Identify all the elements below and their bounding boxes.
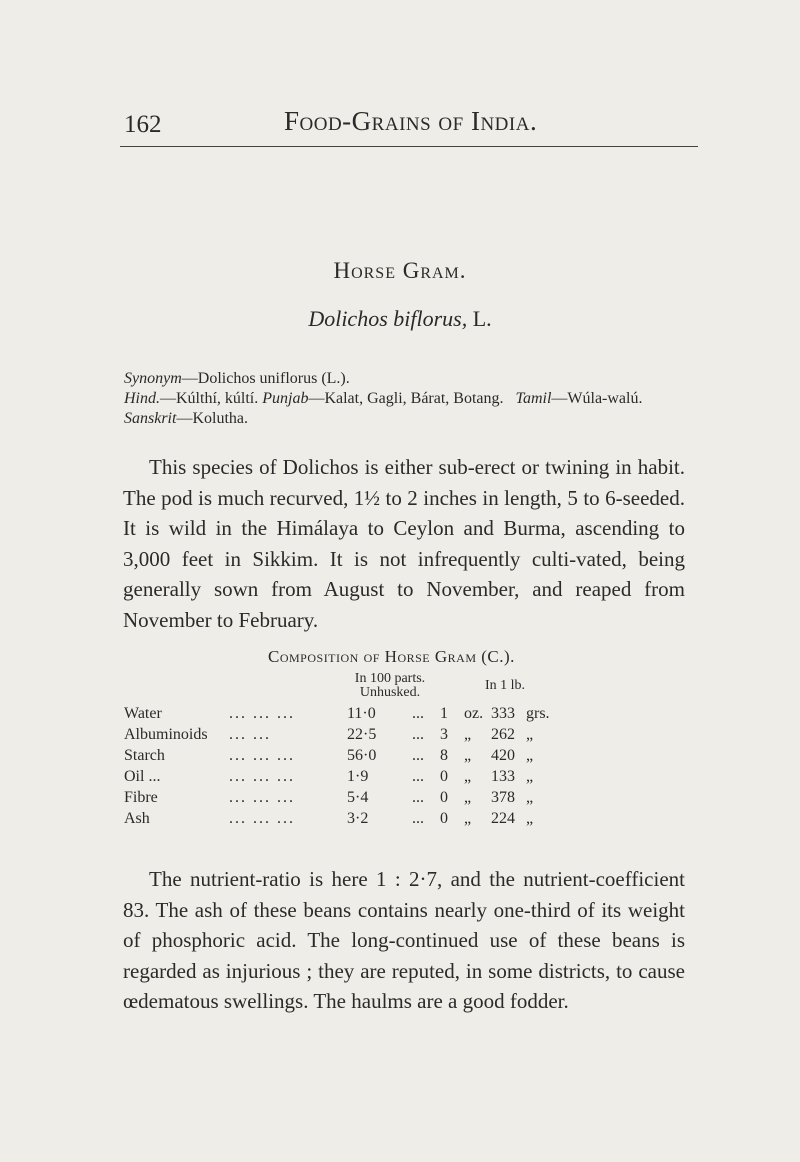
vernacular-line [124,389,642,409]
row-value: 3·2 [347,810,369,827]
row-unit: „ [464,789,472,806]
section-title: Horse Gram. [333,258,467,283]
row-oz: 0 [440,768,448,785]
synonym-line [124,369,350,389]
row-grs: 224 [491,810,515,827]
leader-dots: ... ... ... [229,768,295,785]
header-rule [120,146,698,147]
punjab-label: Punjab [262,390,309,407]
row-grs: 333 [491,705,515,722]
row-unit2: „ [526,789,534,806]
row-unit2: „ [526,768,534,785]
leader-dots: ... [412,726,424,743]
leader-dots: ... [412,705,424,722]
row-grs: 378 [491,789,515,806]
table-row [124,768,704,788]
row-oz: 0 [440,789,448,806]
hind-text: —Kúlthí, kúltí. [160,390,259,407]
sanskrit-label: Sanskrit [124,410,177,427]
leader-dots: ... ... ... [229,705,295,722]
genus-species: Dolichos biflorus, [308,306,468,331]
row-value: 22·5 [347,726,377,743]
leader-dots: ... [412,810,424,827]
synonym-text: —Dolichos uniflorus (L.). [181,370,350,387]
row-name: Starch [124,747,165,764]
row-value: 56·0 [347,747,377,764]
col-header-1-lb: In 1 lb. [484,678,526,693]
row-value: 5·4 [347,789,369,806]
authority: L. [472,306,492,331]
row-grs: 420 [491,747,515,764]
nutrient-paragraph: The nutrient-ratio is here 1 : 2·7, and the nutrient-coefficient 83. The ash of these beans contains nearly one-third of its weight of phosphoric acid. The long-continued use of these beans is regarded as injurious ; they are reputed, in some districts, to cause œdematous swellings. The haulms are a good fodder. [123,867,685,1013]
table-row [124,747,704,767]
leader-dots: ... [412,768,424,785]
leader-dots: ... [412,747,424,764]
row-oz: 0 [440,810,448,827]
scientific-name [0,306,800,332]
row-name: Ash [124,810,150,827]
leader-dots: ... ... ... [229,789,295,806]
row-unit: „ [464,810,472,827]
row-name: Albuminoids [124,726,208,743]
leader-dots: ... [412,789,424,806]
row-name: Oil ... [124,768,161,785]
row-name: Fibre [124,789,158,806]
composition-heading: Composition of Horse Gram (C.). [268,647,515,666]
table-row [124,789,704,809]
row-unit: „ [464,768,472,785]
leader-dots: ... ... ... [229,810,295,827]
leader-dots: ... ... [229,726,271,743]
row-unit2: „ [526,726,534,743]
tamil-label: Tamil [515,390,552,407]
punjab-text: —Kalat, Gagli, Bárat, Botang. [308,390,504,407]
row-oz: 8 [440,747,448,764]
sanskrit-line [124,409,248,429]
row-grs: 262 [491,726,515,743]
row-unit: oz. [464,705,484,722]
row-unit: „ [464,747,472,764]
row-unit: „ [464,726,472,743]
page-number: 162 [124,111,162,138]
running-title: Food-Grains of India. [284,106,538,136]
tamil-text: —Wúla-walú. [551,390,643,407]
row-name: Water [124,705,162,722]
row-unit2: grs. [526,705,550,722]
row-oz: 3 [440,726,448,743]
row-oz: 1 [440,705,448,722]
sanskrit-text: —Kolutha. [176,410,248,427]
table-row [124,726,704,746]
synonym-label: Synonym [124,370,182,387]
hind-label: Hind. [124,390,160,407]
leader-dots: ... ... ... [229,747,295,764]
row-grs: 133 [491,768,515,785]
table-row [124,705,704,725]
description-paragraph: This species of Dolichos is either sub-erect or twining in habit. The pod is much recurved, 1½ to 2 inches in length, 5 to 6-seeded. It is wild in the Himálaya to Ceylon and Burma, ascending to 3,000 feet in Sikkim. It is not infrequently culti-vated, being generally sown from August to November, and reaped from November to February. [123,455,685,632]
table-row [124,810,704,830]
row-value: 11·0 [347,705,376,722]
col-header-100-parts: In 100 parts. Unhusked. [354,671,426,700]
row-value: 1·9 [347,768,369,785]
row-unit2: „ [526,810,534,827]
row-unit2: „ [526,747,534,764]
